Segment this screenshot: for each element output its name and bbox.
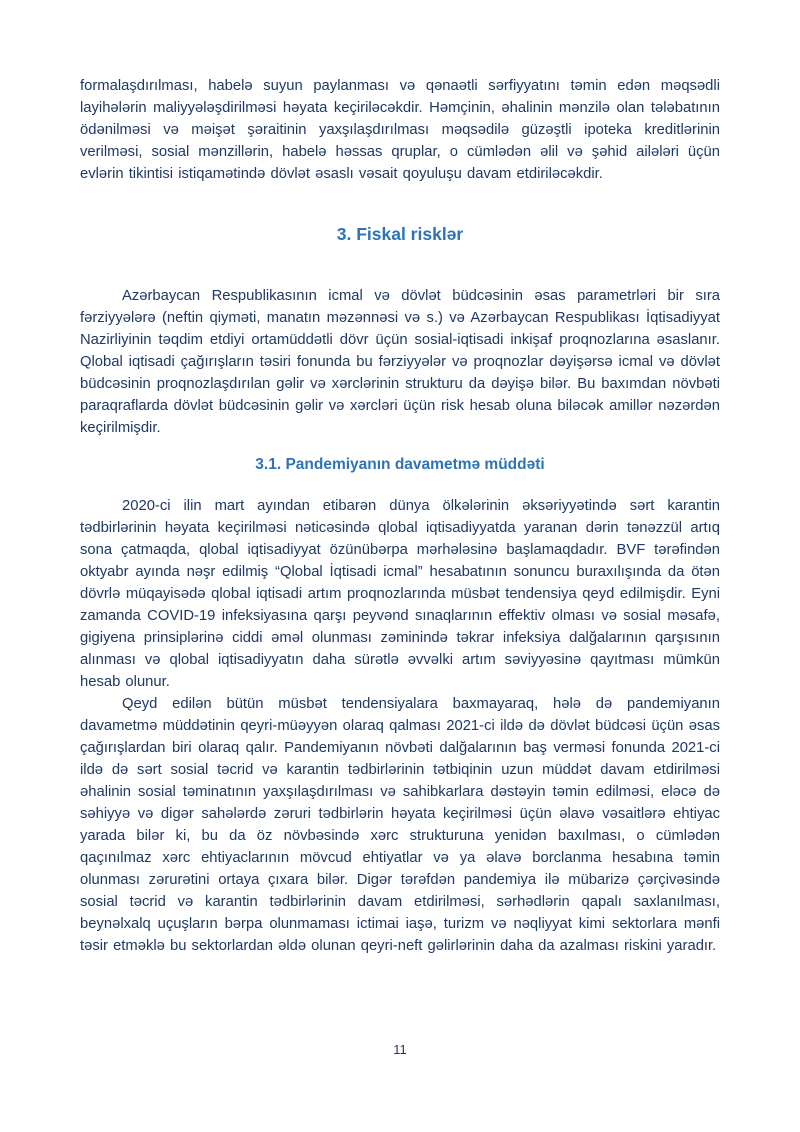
intro-paragraph: formalaşdırılması, habelə suyun paylanması və qənaətli sərfiyyatını təmin edən məqsədli layihələrin maliyyələşdirilməsi həyata keçiriləcəkdir. Həmçinin, əhalinin mənzilə olan tələbatının ödənilməsi və məişət şəraitinin yaxşılaşdırılması məqsədilə güzəştli ipoteka kreditlərinin verilməsi, sosial mənzillərin, habelə həssas qruplar, o cümlədən əlil və şəhid ailələri üçün evlərin tikintisi istiqamətində dövlət əsaslı vəsait qoyuluşu davam etdiriləcəkdir. (80, 78, 720, 182)
pandemic-paragraph-2: Qeyd edilən bütün müsbət tendensiyalara baxmayaraq, hələ də pandemiyanın davametmə müddətinin qeyri-müəyyən olaraq qalması 2021-ci ildə də dövlət büdcəsi üçün əsas çağırışlardan biri olaraq qalır. Pandemiyanın növbəti dalğalarının baş verməsi fonunda 2021-ci ildə də sərt sosial təcrid və karantin tədbirlərinin tətbiqinin uzun müddət davam etdirilməsi əhalinin sosial təminatının yaxşılaşdırılması və sahibkarlara dəstəyin təmin edilməsi, eləcə də səhiyyə və digər sahələrdə zəruri tədbirlərin həyata keçirilməsi üçün əlavə vəsaitlərə ehtiyac yarada bilər ki, bu da öz növbəsində xərc strukturuna yenidən baxılması, o cümlədən qaçınılmaz xərc ehtiyaclarının mövcud ehtiyatlar və ya əlavə borclanma hesabına təmin olunması zərurətini ortaya çıxara bilər. Digər tərəfdən pandemiya ilə mübarizə çərçivəsində sosial təcrid və karantin tədbirlərinin davam etdirilməsi, sərhədlərin qapalı saxlanılması, beynəlxalq uçuşların bərpa olunmaması ictimai iaşə, turizm və nəqliyyat kimi sektorlara mənfi təsir etməklə bu sektorlardan əldə olunan qeyri-neft gəlirlərinin daha da azalması riskini yaradır. (80, 696, 720, 954)
subsection-heading: 3.1. Pandemiyanın davametmə müddəti (255, 456, 545, 473)
pandemic-paragraph-1: 2020-ci ilin mart ayından etibarən dünya ölkələrinin əksəriyyətində sərt karantin tədbirlərinin həyata keçirilməsi nəticəsində qlobal iqtisadiyyatda yaranan dərin tənəzzül artıq sona çatmaqda, qlobal iqtisadiyyat özünübərpa mərhələsinə başlamaqdadır. BVF tərəfindən oktyabr ayında nəşr edilmiş “Qlobal İqtisadi icmal” hesabatının sonuncu buraxılışında da ötən dövrlə müqayisədə qlobal iqtisadi artım proqnozlarında müsbət tendensiya qeyd edilmişdir. Eyni zamanda COVID-19 infeksiyasına qarşı peyvənd sınaqlarının effektiv olması və sosial məsafə, gigiyena prinsiplərinə ciddi əməl olunması zəminində təkrar infeksiya dalğalarının qarşısının alınması və qlobal iqtisadiyyatın daha sürətlə əvvəlki artım səviyyəsinə qayıtması mümkün hesab olunur. (80, 498, 720, 690)
page-number: 11 (393, 1042, 407, 1057)
section-paragraph: Azərbaycan Respublikasının icmal və dövlət büdcəsinin əsas parametrləri bir sıra fərziyyələrə (neftin qiyməti, manatın məzənnəsi və s.) və Azərbaycan Respublikası İqtisadiyyat Nazirliyinin təqdim etdiyi ortamüddətli dövr üçün sosial-iqtisadi inkişaf proqnozlarına əsaslanır. Qlobal iqtisadi çağırışların təsiri fonunda bu fərziyyələr və proqnozlar dəyişərsə icmal və dövlət büdcəsinin proqnozlaşdırılan gəlir və xərclərinin strukturu da dəyişə bilər. Bu baxımdan növbəti paraqraflarda dövlət büdcəsinin gəlir və xərcləri üçün risk hesab oluna biləcək amillər nəzərdən keçirilmişdir. (80, 288, 720, 436)
section-heading: 3. Fiskal risklər (336, 224, 464, 244)
